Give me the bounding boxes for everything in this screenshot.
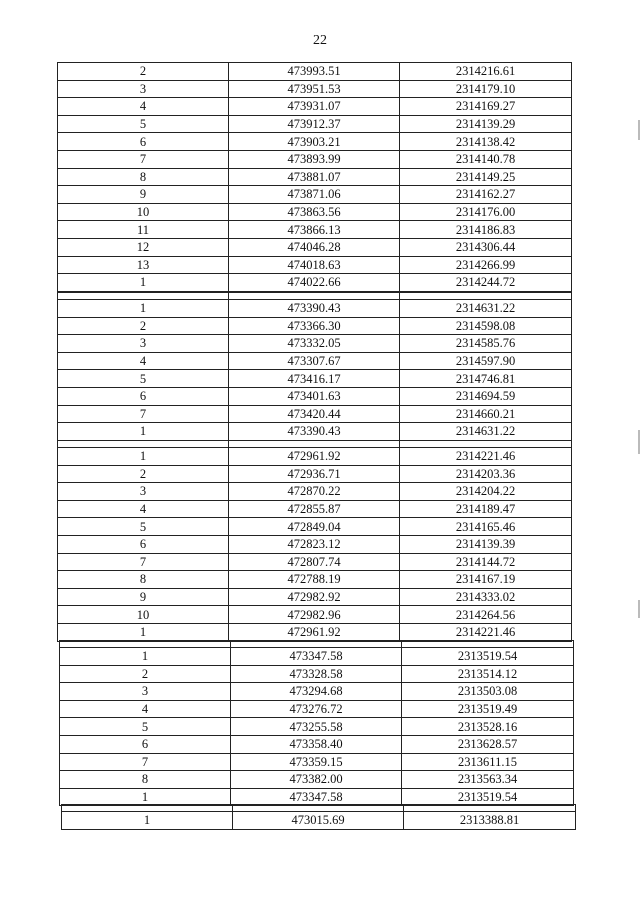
y-coordinate-cell: 2314221.46 xyxy=(400,623,572,641)
table-spacer-cell xyxy=(229,441,400,448)
table-row xyxy=(58,352,572,370)
table-spacer-cell xyxy=(233,805,404,812)
y-coordinate-cell: 2314631.22 xyxy=(400,423,572,441)
point-number-cell: 6 xyxy=(60,735,231,753)
y-coordinate-cell: 2314244.72 xyxy=(400,274,572,292)
y-coordinate-cell: 2313628.57 xyxy=(402,735,574,753)
x-coordinate-cell: 473903.21 xyxy=(229,133,400,151)
point-number-cell: 2 xyxy=(58,63,229,81)
point-number-cell: 3 xyxy=(58,483,229,501)
x-coordinate-cell: 472849.04 xyxy=(229,518,400,536)
point-number-cell: 6 xyxy=(58,387,229,405)
table-row xyxy=(58,448,572,466)
x-coordinate-cell: 473390.43 xyxy=(229,300,400,318)
y-coordinate-cell: 2313528.16 xyxy=(402,718,574,736)
table-row xyxy=(58,133,572,151)
y-coordinate-cell: 2313388.81 xyxy=(404,812,576,830)
table-spacer-cell xyxy=(400,441,572,448)
table-spacer-cell xyxy=(60,641,231,648)
point-number-cell: 7 xyxy=(60,753,231,771)
point-number-cell: 1 xyxy=(58,300,229,318)
point-number-cell: 1 xyxy=(60,788,231,806)
x-coordinate-cell: 472961.92 xyxy=(229,623,400,641)
x-coordinate-cell: 473307.67 xyxy=(229,352,400,370)
table-row xyxy=(58,203,572,221)
table-spacer-cell xyxy=(400,293,572,300)
x-coordinate-cell: 473294.68 xyxy=(231,683,402,701)
point-number-cell: 13 xyxy=(58,256,229,274)
point-number-cell: 1 xyxy=(58,448,229,466)
x-coordinate-cell: 473276.72 xyxy=(231,700,402,718)
x-coordinate-cell: 473931.07 xyxy=(229,98,400,116)
table-spacer-cell xyxy=(231,641,402,648)
x-coordinate-cell: 472961.92 xyxy=(229,448,400,466)
y-coordinate-cell: 2314162.27 xyxy=(400,186,572,204)
x-coordinate-cell: 472807.74 xyxy=(229,553,400,571)
table-row xyxy=(62,812,576,830)
x-coordinate-cell: 472855.87 xyxy=(229,500,400,518)
table-spacer-cell xyxy=(404,805,576,812)
y-coordinate-cell: 2313519.54 xyxy=(402,788,574,806)
point-number-cell: 2 xyxy=(58,317,229,335)
y-coordinate-cell: 2314179.10 xyxy=(400,80,572,98)
x-coordinate-cell: 474022.66 xyxy=(229,274,400,292)
point-number-cell: 1 xyxy=(60,648,231,666)
y-coordinate-cell: 2314186.83 xyxy=(400,221,572,239)
x-coordinate-cell: 474018.63 xyxy=(229,256,400,274)
x-coordinate-cell: 473359.15 xyxy=(231,753,402,771)
table-row xyxy=(60,771,574,789)
y-coordinate-cell: 2314746.81 xyxy=(400,370,572,388)
x-coordinate-cell: 472936.71 xyxy=(229,465,400,483)
y-coordinate-cell: 2314139.39 xyxy=(400,535,572,553)
table-row xyxy=(60,718,574,736)
table-spacer-cell xyxy=(402,641,574,648)
table-row xyxy=(58,98,572,116)
point-number-cell: 7 xyxy=(58,553,229,571)
x-coordinate-cell: 473255.58 xyxy=(231,718,402,736)
y-coordinate-cell: 2314149.25 xyxy=(400,168,572,186)
x-coordinate-cell: 473332.05 xyxy=(229,335,400,353)
table-row xyxy=(58,553,572,571)
point-number-cell: 7 xyxy=(58,405,229,423)
y-coordinate-cell: 2314306.44 xyxy=(400,238,572,256)
y-coordinate-cell: 2314144.72 xyxy=(400,553,572,571)
coordinate-table xyxy=(61,804,576,830)
point-number-cell: 5 xyxy=(58,115,229,133)
point-number-cell: 8 xyxy=(60,771,231,789)
table-row xyxy=(58,115,572,133)
y-coordinate-cell: 2314167.19 xyxy=(400,571,572,589)
table-row xyxy=(58,623,572,641)
point-number-cell: 7 xyxy=(58,150,229,168)
x-coordinate-cell: 474046.28 xyxy=(229,238,400,256)
point-number-cell: 4 xyxy=(60,700,231,718)
point-number-cell: 4 xyxy=(58,500,229,518)
point-number-cell: 8 xyxy=(58,571,229,589)
table-row xyxy=(58,465,572,483)
y-coordinate-cell: 2313514.12 xyxy=(402,665,574,683)
y-coordinate-cell: 2314598.08 xyxy=(400,317,572,335)
point-number-cell: 6 xyxy=(58,133,229,151)
table-row xyxy=(58,221,572,239)
y-coordinate-cell: 2313503.08 xyxy=(402,683,574,701)
point-number-cell: 12 xyxy=(58,238,229,256)
table-spacer-row xyxy=(62,805,576,812)
x-coordinate-cell: 472823.12 xyxy=(229,535,400,553)
x-coordinate-cell: 473347.58 xyxy=(231,788,402,806)
y-coordinate-cell: 2314221.46 xyxy=(400,448,572,466)
table-spacer-cell xyxy=(62,805,233,812)
table-row xyxy=(58,186,572,204)
y-coordinate-cell: 2314597.90 xyxy=(400,352,572,370)
x-coordinate-cell: 473401.63 xyxy=(229,387,400,405)
table-row xyxy=(60,683,574,701)
y-coordinate-cell: 2314660.21 xyxy=(400,405,572,423)
table-row xyxy=(58,588,572,606)
point-number-cell: 6 xyxy=(58,535,229,553)
table-row xyxy=(58,370,572,388)
point-number-cell: 4 xyxy=(58,352,229,370)
y-coordinate-cell: 2313519.54 xyxy=(402,648,574,666)
coordinate-table xyxy=(57,292,572,441)
x-coordinate-cell: 473871.06 xyxy=(229,186,400,204)
point-number-cell: 8 xyxy=(58,168,229,186)
point-number-cell: 1 xyxy=(58,274,229,292)
table-row xyxy=(58,80,572,98)
point-number-cell: 2 xyxy=(60,665,231,683)
y-coordinate-cell: 2314204.22 xyxy=(400,483,572,501)
table-row xyxy=(58,387,572,405)
table-row xyxy=(58,571,572,589)
table-row xyxy=(58,423,572,441)
y-coordinate-cell: 2313519.49 xyxy=(402,700,574,718)
x-coordinate-cell: 473347.58 xyxy=(231,648,402,666)
y-coordinate-cell: 2314176.00 xyxy=(400,203,572,221)
y-coordinate-cell: 2314140.78 xyxy=(400,150,572,168)
point-number-cell: 3 xyxy=(60,683,231,701)
table-row xyxy=(58,317,572,335)
point-number-cell: 1 xyxy=(58,623,229,641)
table-row xyxy=(60,753,574,771)
x-coordinate-cell: 473993.51 xyxy=(229,63,400,81)
table-row xyxy=(58,238,572,256)
point-number-cell: 5 xyxy=(60,718,231,736)
y-coordinate-cell: 2314694.59 xyxy=(400,387,572,405)
point-number-cell: 3 xyxy=(58,80,229,98)
x-coordinate-cell: 473382.00 xyxy=(231,771,402,789)
y-coordinate-cell: 2313563.34 xyxy=(402,771,574,789)
y-coordinate-cell: 2314138.42 xyxy=(400,133,572,151)
x-coordinate-cell: 473416.17 xyxy=(229,370,400,388)
y-coordinate-cell: 2314189.47 xyxy=(400,500,572,518)
x-coordinate-cell: 473358.40 xyxy=(231,735,402,753)
y-coordinate-cell: 2314169.27 xyxy=(400,98,572,116)
y-coordinate-cell: 2314264.56 xyxy=(400,606,572,624)
table-row xyxy=(58,518,572,536)
table-row xyxy=(60,735,574,753)
table-row xyxy=(60,648,574,666)
x-coordinate-cell: 473881.07 xyxy=(229,168,400,186)
y-coordinate-cell: 2314631.22 xyxy=(400,300,572,318)
point-number-cell: 2 xyxy=(58,465,229,483)
x-coordinate-cell: 473015.69 xyxy=(233,812,404,830)
point-number-cell: 1 xyxy=(62,812,233,830)
point-number-cell: 9 xyxy=(58,588,229,606)
y-coordinate-cell: 2314266.99 xyxy=(400,256,572,274)
table-spacer-row xyxy=(60,641,574,648)
point-number-cell: 10 xyxy=(58,606,229,624)
point-number-cell: 4 xyxy=(58,98,229,116)
x-coordinate-cell: 472982.92 xyxy=(229,588,400,606)
x-coordinate-cell: 473328.58 xyxy=(231,665,402,683)
point-number-cell: 1 xyxy=(58,423,229,441)
x-coordinate-cell: 472788.19 xyxy=(229,571,400,589)
table-spacer-cell xyxy=(58,293,229,300)
y-coordinate-cell: 2313611.15 xyxy=(402,753,574,771)
table-row xyxy=(58,606,572,624)
x-coordinate-cell: 473951.53 xyxy=(229,80,400,98)
page-number: 22 xyxy=(313,33,327,48)
point-number-cell: 11 xyxy=(58,221,229,239)
table-row xyxy=(58,274,572,292)
x-coordinate-cell: 473866.13 xyxy=(229,221,400,239)
x-coordinate-cell: 473893.99 xyxy=(229,150,400,168)
point-number-cell: 5 xyxy=(58,518,229,536)
x-coordinate-cell: 473863.56 xyxy=(229,203,400,221)
coordinate-table xyxy=(57,62,572,292)
table-spacer-cell xyxy=(58,441,229,448)
y-coordinate-cell: 2314216.61 xyxy=(400,63,572,81)
table-row xyxy=(58,150,572,168)
y-coordinate-cell: 2314165.46 xyxy=(400,518,572,536)
table-row xyxy=(58,535,572,553)
point-number-cell: 10 xyxy=(58,203,229,221)
x-coordinate-cell: 473366.30 xyxy=(229,317,400,335)
table-row xyxy=(58,335,572,353)
y-coordinate-cell: 2314139.29 xyxy=(400,115,572,133)
table-row xyxy=(58,256,572,274)
table-row xyxy=(58,63,572,81)
table-row xyxy=(58,500,572,518)
table-row xyxy=(60,700,574,718)
table-row xyxy=(58,483,572,501)
table-spacer-row xyxy=(58,293,572,300)
table-row xyxy=(58,300,572,318)
y-coordinate-cell: 2314333.02 xyxy=(400,588,572,606)
x-coordinate-cell: 473390.43 xyxy=(229,423,400,441)
x-coordinate-cell: 473420.44 xyxy=(229,405,400,423)
coordinate-table xyxy=(57,440,572,642)
y-coordinate-cell: 2314585.76 xyxy=(400,335,572,353)
point-number-cell: 5 xyxy=(58,370,229,388)
y-coordinate-cell: 2314203.36 xyxy=(400,465,572,483)
point-number-cell: 3 xyxy=(58,335,229,353)
table-spacer-cell xyxy=(229,293,400,300)
table-spacer-row xyxy=(58,441,572,448)
table-row xyxy=(60,665,574,683)
coordinate-table xyxy=(59,640,574,806)
x-coordinate-cell: 473912.37 xyxy=(229,115,400,133)
table-row xyxy=(58,405,572,423)
table-row xyxy=(58,168,572,186)
x-coordinate-cell: 472982.96 xyxy=(229,606,400,624)
point-number-cell: 9 xyxy=(58,186,229,204)
x-coordinate-cell: 472870.22 xyxy=(229,483,400,501)
